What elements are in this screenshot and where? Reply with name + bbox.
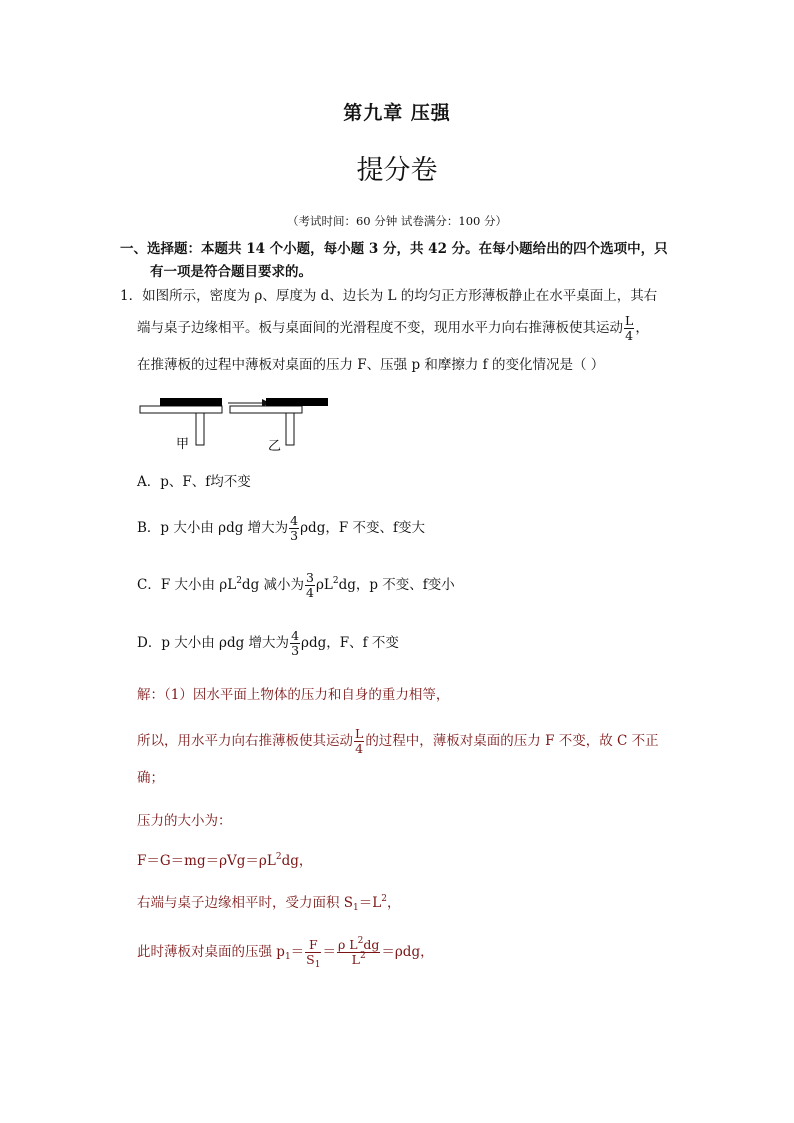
num-main: ρ L <box>337 937 358 952</box>
option-b-pre: B．p 大小由 ρdg 增大为 <box>137 520 289 536</box>
solution-line2-fraction <box>354 727 364 756</box>
solution-line4: 压力的大小为： <box>137 813 232 829</box>
table-leg-yi <box>286 413 294 445</box>
den-main: S <box>306 952 315 967</box>
fraction-denominator: 3 <box>290 528 299 543</box>
exam-meta: （考试时间：60 分钟 试卷满分：100 分） <box>286 214 508 228</box>
fraction-numerator: 3 <box>306 570 314 585</box>
solution-line6-sub: 1 <box>353 903 359 913</box>
solution-line2 <box>137 727 659 756</box>
fraction-l-over-4 <box>624 314 634 343</box>
option-a: A．p、F、f均不变 <box>137 474 251 490</box>
num-sup: 2 <box>357 936 364 946</box>
solution-fraction-f-over-s1 <box>305 937 321 970</box>
figure-label-jia: 甲 <box>176 437 190 452</box>
option-c-pre: C．F 大小由 ρL <box>137 577 237 593</box>
option-b <box>137 514 425 543</box>
option-b-fraction <box>289 514 299 543</box>
table-top-jia <box>140 406 222 413</box>
solution-line6-post: ， <box>386 895 401 911</box>
fraction-denominator: 4 <box>625 328 634 343</box>
solution-line7-sub: 1 <box>284 952 291 962</box>
solution-line6-mid: ＝L <box>358 895 382 911</box>
den-sub: 1 <box>314 960 321 970</box>
fraction-numerator: 4 <box>291 628 300 643</box>
fraction-denominator: 3 <box>291 643 300 658</box>
plate-jia <box>160 398 222 406</box>
option-c-mid: dg 减小为 <box>241 577 304 593</box>
option-c-post1: ρL <box>315 577 333 593</box>
section-heading-line2: 有一项是符合题目要求的。 <box>150 264 312 280</box>
question-1-line2-text: 端与桌子边缘相平。板与桌面间的光滑程度不变，现用水平力向右推薄板使其运动 <box>137 320 623 336</box>
paper-subtitle: 提分卷 <box>356 155 438 186</box>
figure-label-yi: 乙 <box>268 439 282 454</box>
fraction-numerator: 4 <box>290 513 299 528</box>
fraction-numerator: L <box>625 313 634 328</box>
solution-line7 <box>137 936 434 970</box>
solution-line6-sup: 2 <box>381 894 387 904</box>
solution-line5-sup: 2 <box>275 852 282 862</box>
fraction-numerator: L <box>355 726 364 741</box>
question-1-line3: 在推薄板的过程中薄板对桌面的压力 F、压强 p 和摩擦力 f 的变化情况是（ ） <box>137 357 605 373</box>
option-d-pre: D．p 大小由 ρdg 增大为 <box>137 635 290 651</box>
solution-line6-pre: 右端与桌子边缘相平时，受力面积 S <box>137 895 354 911</box>
option-b-post: ρdg，F 不变、f变大 <box>300 520 425 536</box>
solution-line3: 确； <box>137 770 164 786</box>
option-c-post2: dg，p 不变、f变小 <box>338 577 455 593</box>
solution-line5 <box>137 850 312 872</box>
question-1-line1: 1．如图所示，密度为 ρ、厚度为 d、边长为 L 的均匀正方形薄板静止在水平桌面上，其右 <box>120 288 658 304</box>
solution-line7-eq2: ＝ <box>322 944 336 960</box>
fraction-denominator <box>305 952 321 970</box>
plate-yi <box>266 398 328 406</box>
section-heading <box>120 238 690 284</box>
solution-line7-pre: 此时薄板对桌面的压强 p <box>137 944 285 960</box>
option-c <box>137 571 455 600</box>
option-d-fraction <box>290 629 300 658</box>
solution-line5-pre: F＝G＝mg＝ρVg＝ρL <box>137 853 276 869</box>
den-sup: 2 <box>359 951 366 961</box>
solution-line6 <box>137 892 400 914</box>
option-d-post: ρdg，F、f 不变 <box>301 635 399 651</box>
solution-line1: 解：（1）因水平面上物体的压力和自身的重力相等， <box>137 687 450 703</box>
solution-line5-post: dg， <box>281 853 313 869</box>
solution-line7-post: ＝ρdg， <box>381 944 434 960</box>
question-1-line2 <box>137 314 649 343</box>
solution-line2-post: 的过程中，薄板对桌面的压力 F 不变，故 C 不正 <box>365 733 659 749</box>
num-tail: dg <box>363 937 380 952</box>
question-1-line2-end: ， <box>635 320 649 336</box>
fraction-numerator: F <box>305 938 321 953</box>
chapter-title: 第九章 压强 <box>343 102 451 124</box>
fraction-denominator <box>337 953 380 967</box>
table-leg-jia <box>196 413 204 445</box>
option-d <box>137 629 399 658</box>
fraction-denominator: 4 <box>355 741 364 756</box>
fraction-numerator <box>337 938 380 953</box>
option-c-fraction <box>305 571 315 600</box>
den-main: L <box>351 952 360 967</box>
solution-line2-pre: 所以，用水平力向右推薄板使其运动 <box>137 733 353 749</box>
figure-plate-on-table <box>138 394 338 454</box>
option-c-sup2: 2 <box>332 576 339 586</box>
fraction-denominator: 4 <box>306 585 314 600</box>
section-heading-line1: 一、选择题：本题共 14 个小题，每小题 3 分，共 42 分。在每小题给出的四个选项中，只 <box>120 241 668 257</box>
option-c-sup1: 2 <box>236 576 242 586</box>
table-top-yi <box>230 406 302 413</box>
solution-fraction-rho-l2-dg-over-l2 <box>337 938 380 967</box>
solution-line7-eq: ＝ <box>290 944 305 960</box>
